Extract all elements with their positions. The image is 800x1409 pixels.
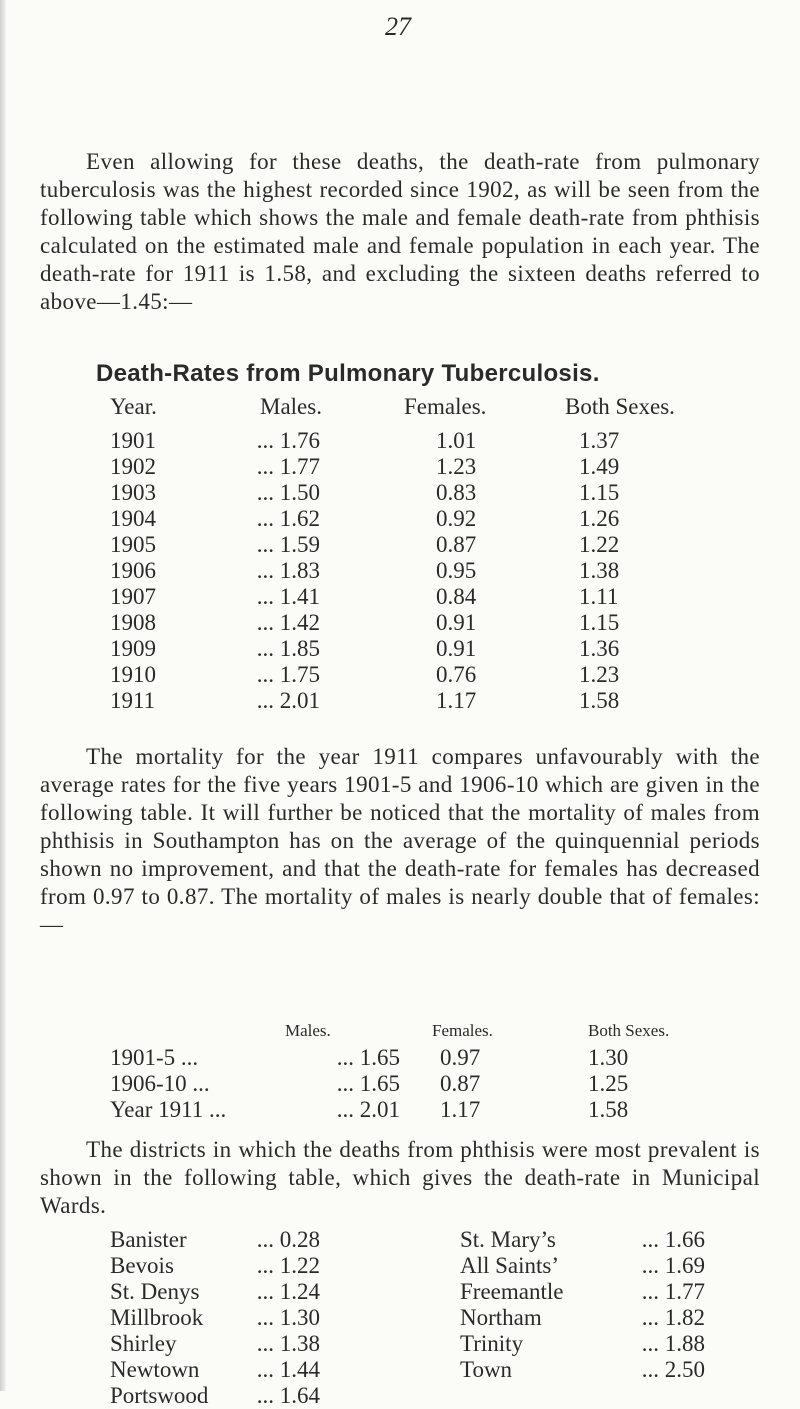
ward-rate-cell: ... 1.82 [641,1305,705,1330]
ward-name-cell: Shirley [110,1331,177,1356]
males-cell: ... 1.50 [256,480,320,505]
table-row [0,610,800,636]
table-row [0,532,800,558]
year-cell: 1901 [110,428,156,453]
period-cell: 1901-5 ... [110,1045,199,1070]
males-cell: ... 1.76 [256,428,320,453]
districts-paragraph-text: The districts in which the deaths from phthisis were most prevalent is shown in the following table, which gives the death-rate in Municipal Wards. [40,1137,760,1218]
table-row [0,1097,800,1123]
males-cell: ... 1.59 [256,532,320,557]
table-row [0,688,800,714]
ward-rate-cell: ... 1.38 [256,1331,320,1356]
table-row [0,1331,800,1357]
both-sexes-cell: 1.23 [579,662,620,687]
period-cell: Year 1911 ... [110,1097,227,1122]
females-cell: 0.83 [436,480,477,505]
table-row [0,454,800,480]
table-row [0,558,800,584]
ward-name-cell: Bevois [110,1253,174,1278]
comparison-paragraph-text: The mortality for the year 1911 compares unfavourably with the average rates for the five years 1901-5 and 1906-10 which are given in the following table. It will further be noticed that the mortality of males from phthisis in Southampton has on the average of the quinquennial periods shown no improvement, and that the death-rate for females has decreased from 0.97 to 0.87. The mortality of males is nearly double that of females:— [40,744,760,937]
females-cell: 0.76 [436,662,477,687]
districts-paragraph [40,1136,760,1220]
ward-name-cell: Trinity [460,1331,524,1356]
table-row [0,1071,800,1097]
both-sexes-cell: 1.22 [579,532,620,557]
year-cell: 1902 [110,454,156,479]
header-year: Year. [110,394,157,419]
males-cell: ... 1.75 [256,662,320,687]
year-cell: 1906 [110,558,156,583]
table-heading: Death-Rates from Pulmonary Tuberculosis. [96,360,600,387]
table-row [0,428,800,454]
table-row [0,662,800,688]
table-row [0,1357,800,1383]
ward-rate-cell: ... 1.88 [641,1331,705,1356]
females-cell: 0.87 [440,1071,481,1096]
ward-rate-cell: ... 0.28 [256,1227,320,1252]
table-row [0,480,800,506]
year-cell: 1907 [110,584,156,609]
table-row [0,1279,800,1305]
table-body [0,428,800,714]
females-cell: 1.23 [436,454,477,479]
ward-rate-cell: ... 1.66 [641,1227,705,1252]
both-sexes-cell: 1.49 [579,454,620,479]
both-sexes-cell: 1.38 [579,558,620,583]
page-number: 27 [385,12,411,41]
females-cell: 0.84 [436,584,477,609]
both-sexes-cell: 1.36 [579,636,620,661]
year-cell: 1903 [110,480,156,505]
males-cell: ... 1.65 [336,1071,400,1096]
intro-paragraph-text: Even allowing for these deaths, the death-rate from pulmonary tuberculosis was the highest recorded since 1902, as will be seen from the following table which shows the male and female death-rate from phthisis calculated on the estimated male and female population in each year. The death-rate for 1911 is 1.58, and excluding the sixteen deaths referred to above—1.45:— [40,149,760,314]
both-sexes-cell: 1.15 [579,610,620,635]
table-row [0,584,800,610]
ward-death-rate-table [0,1227,800,1409]
ward-name-cell: Newtown [110,1357,200,1382]
males-cell: ... 1.62 [256,506,320,531]
males-cell: ... 1.65 [336,1045,400,1070]
year-cell: 1904 [110,506,156,531]
females-cell: 1.01 [436,428,477,453]
header-males: Males. [285,1021,331,1040]
table-body [0,1227,800,1409]
comparison-paragraph [40,743,760,939]
males-cell: ... 1.41 [256,584,320,609]
females-cell: 0.91 [436,636,477,661]
header-females: Females. [404,394,487,419]
females-cell: 0.97 [440,1045,481,1070]
females-cell: 0.91 [436,610,477,635]
females-cell: 0.92 [436,506,477,531]
both-sexes-cell: 1.26 [579,506,620,531]
period-average-table [0,1015,800,1123]
table-row [0,1045,800,1071]
females-cell: 0.95 [436,558,477,583]
both-sexes-cell: 1.30 [588,1045,629,1070]
table-header-row [0,394,800,428]
both-sexes-cell: 1.58 [588,1097,629,1122]
year-cell: 1910 [110,662,156,687]
ward-name-cell: Northam [460,1305,542,1330]
header-both-sexes: Both Sexes. [588,1021,670,1040]
both-sexes-cell: 1.15 [579,480,620,505]
ward-name-cell: Town [460,1357,513,1382]
both-sexes-cell: 1.58 [579,688,620,713]
males-cell: ... 1.85 [256,636,320,661]
ward-rate-cell: ... 1.64 [256,1383,320,1408]
ward-name-cell: Millbrook [110,1305,204,1330]
year-cell: 1911 [110,688,156,713]
males-cell: ... 1.77 [256,454,320,479]
females-cell: 1.17 [436,688,477,713]
annual-death-rate-table [0,394,800,714]
males-cell: ... 2.01 [256,688,320,713]
males-cell: ... 2.01 [336,1097,400,1122]
ward-name-cell: St. Denys [110,1279,200,1304]
ward-name-cell: St. Mary’s [460,1227,556,1252]
table-row [0,1253,800,1279]
ward-name-cell: All Saints’ [460,1253,560,1278]
ward-rate-cell: ... 1.77 [641,1279,705,1304]
table-header-row [0,1015,800,1045]
females-cell: 1.17 [440,1097,481,1122]
table-row [0,1305,800,1331]
intro-paragraph [40,148,760,316]
header-females: Females. [432,1021,493,1040]
year-cell: 1905 [110,532,156,557]
ward-rate-cell: ... 1.22 [256,1253,320,1278]
males-cell: ... 1.83 [256,558,320,583]
ward-rate-cell: ... 1.44 [256,1357,320,1382]
ward-rate-cell: ... 1.24 [256,1279,320,1304]
males-cell: ... 1.42 [256,610,320,635]
table-row [0,506,800,532]
header-both-sexes: Both Sexes. [565,394,675,419]
table-row [0,1383,800,1409]
both-sexes-cell: 1.37 [579,428,620,453]
both-sexes-cell: 1.11 [579,584,619,609]
ward-rate-cell: ... 1.69 [641,1253,705,1278]
ward-name-cell: Freemantle [460,1279,564,1304]
ward-rate-cell: ... 1.30 [256,1305,320,1330]
header-males: Males. [260,394,322,419]
table-row [0,636,800,662]
year-cell: 1908 [110,610,156,635]
ward-rate-cell: ... 2.50 [641,1357,705,1382]
table-body [0,1045,800,1123]
females-cell: 0.87 [436,532,477,557]
both-sexes-cell: 1.25 [588,1071,629,1096]
period-cell: 1906-10 ... [110,1071,210,1096]
year-cell: 1909 [110,636,156,661]
ward-name-cell: Portswood [110,1383,209,1408]
table-row [0,1227,800,1253]
ward-name-cell: Banister [110,1227,187,1252]
